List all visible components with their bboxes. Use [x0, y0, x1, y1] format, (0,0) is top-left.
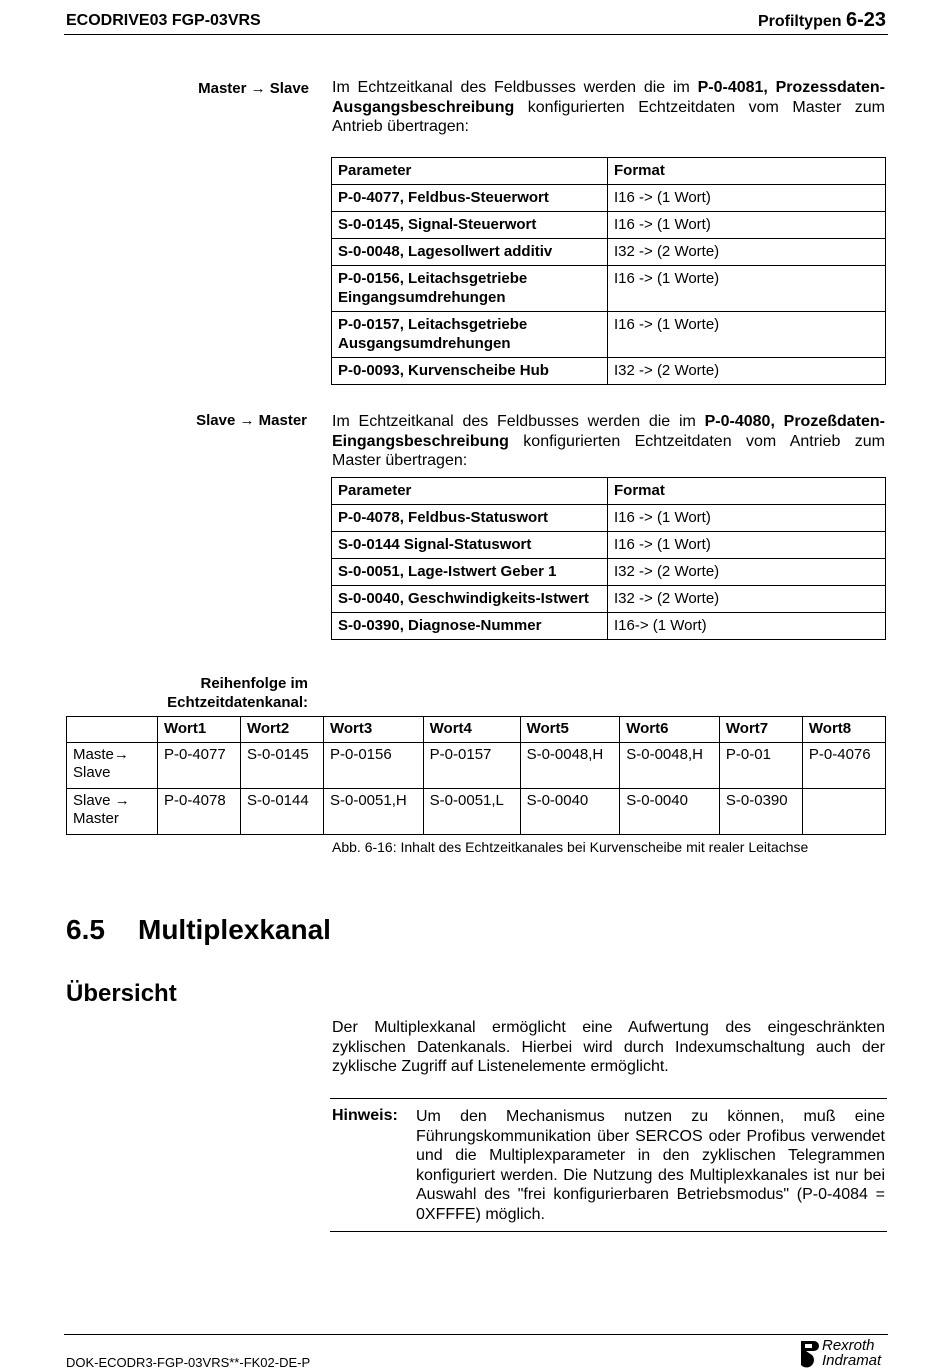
- document-title: ECODRIVE03 FGP-03VRS: [66, 12, 261, 29]
- format-cell: I16 -> (1 Wort): [608, 505, 886, 532]
- table-cell: P-0-0157: [423, 743, 520, 789]
- table-cell: S-0-0145: [241, 743, 324, 789]
- param-cell: P-0-4077, Feldbus-Steuerwort: [332, 185, 608, 212]
- table-row: [332, 312, 886, 358]
- param-cell: P-0-0156, Leitachsgetriebe Eingangsumdrehungen: [332, 266, 608, 312]
- param-cell: P-0-0157, Leitachsgetriebe Ausgangsumdrehungen: [332, 312, 608, 358]
- note-label: Hinweis:: [332, 1107, 398, 1124]
- table-row: [332, 239, 886, 266]
- format-cell: I16 -> (1 Worte): [608, 312, 886, 358]
- table-row: [332, 559, 886, 586]
- paragraph-text: Im Echtzeitkanal des Feldbusses werden die im: [332, 79, 698, 96]
- table-header-row: [67, 717, 886, 743]
- table-row: [67, 789, 886, 835]
- master-slave-label: Master → Slave: [198, 80, 309, 97]
- section-label: Profiltypen: [757, 13, 842, 30]
- table-row: [332, 266, 886, 312]
- table-header-row: [332, 478, 886, 505]
- header-cell: Wort2: [241, 717, 324, 743]
- format-cell: I32 -> (2 Worte): [608, 358, 886, 385]
- header-cell: Format: [608, 158, 886, 185]
- table-cell: S-0-0390: [719, 789, 802, 835]
- table-cell: P-0-0156: [324, 743, 424, 789]
- format-cell: I16 -> (1 Wort): [608, 532, 886, 559]
- param-cell: S-0-0144 Signal-Statuswort: [332, 532, 608, 559]
- header-cell: Wort4: [423, 717, 520, 743]
- table-cell: S-0-0144: [241, 789, 324, 835]
- table-cell: P-0-4077: [158, 743, 241, 789]
- header-cell: Wort6: [620, 717, 720, 743]
- sequence-table: [66, 716, 886, 835]
- table-row: [332, 532, 886, 559]
- header-cell: [67, 717, 158, 743]
- logo-text-indramat: Indramat: [822, 1352, 882, 1369]
- page-header-right: [758, 9, 886, 32]
- note-rule-top: [330, 1098, 887, 1099]
- table-cell: P-0-01: [719, 743, 802, 789]
- note-text: Um den Mechanismus nutzen zu können, muß eine Führungskommunikation über SERCOS oder Profibus verwendet und die Multiplexparameter in den zyklischen Telegrammen konfiguriert werden. Die Nutzung des Multiplexkanales ist nur bei Auswahl des "frei konfigurierbaren Betriebsmodus" (P-0-4084 = 0XFFFE) möglich.: [416, 1108, 885, 1223]
- header-cell: Wort7: [719, 717, 802, 743]
- table-cell: S-0-0051,H: [324, 789, 424, 835]
- header-cell: Wort3: [324, 717, 424, 743]
- table-row: [332, 212, 886, 239]
- section-number: 6.5: [66, 914, 105, 945]
- header-rule: [64, 34, 888, 35]
- param-cell: S-0-0145, Signal-Steuerwort: [332, 212, 608, 239]
- header-cell: Wort8: [802, 717, 885, 743]
- format-cell: I32 -> (2 Worte): [608, 586, 886, 613]
- param-cell: S-0-0048, Lagesollwert additiv: [332, 239, 608, 266]
- param-cell: P-0-0093, Kurvenscheibe Hub: [332, 358, 608, 385]
- table-cell: S-0-0048,H: [520, 743, 620, 789]
- format-cell: I16-> (1 Wort): [608, 613, 886, 640]
- table-row: [332, 185, 886, 212]
- paragraph-bold-text: P-0-4081, Prozessdaten-Ausgangsbeschreibung: [332, 79, 886, 116]
- slave-master-table: [331, 477, 886, 640]
- slave-master-paragraph: [332, 412, 885, 471]
- table-header-row: [332, 158, 886, 185]
- document-id: DOK-ECODR3-FGP-03VRS**-FK02-DE-P: [66, 1355, 311, 1370]
- sequence-label: [148, 674, 308, 712]
- subsection-heading: Übersicht: [66, 980, 177, 1007]
- slave-master-label: Slave → Master: [196, 412, 307, 429]
- param-cell: S-0-0390, Diagnose-Nummer: [332, 613, 608, 640]
- section-title: Multiplexkanal: [138, 914, 331, 945]
- row-label-cell: Slave → Master: [67, 789, 158, 835]
- page-number: 6-23: [845, 9, 886, 31]
- format-cell: I32 -> (2 Worte): [608, 559, 886, 586]
- master-slave-table: [331, 157, 886, 385]
- paragraph-text: konfigurierten Echtzeitdaten vom Master zum Antrieb übertragen:: [332, 98, 885, 135]
- format-cell: I16 -> (1 Wort): [608, 212, 886, 239]
- footer-rule: [64, 1334, 888, 1335]
- header-cell: Format: [608, 478, 886, 505]
- row-label-cell: Maste→ Slave: [67, 743, 158, 789]
- table-cell: S-0-0048,H: [620, 743, 720, 789]
- logo-mark-icon: [798, 1337, 820, 1369]
- table-cell: [802, 789, 885, 835]
- table-cell: P-0-4078: [158, 789, 241, 835]
- format-cell: I32 -> (2 Worte): [608, 239, 886, 266]
- paragraph-text: konfigurierten Echtzeitdaten vom Antrieb zum Master übertragen:: [332, 432, 885, 469]
- section-heading: [66, 914, 331, 946]
- figure-caption: Abb. 6-16: Inhalt des Echtzeitkanales bei Kurvenscheibe mit realer Leitachse: [332, 839, 809, 855]
- table-cell: P-0-4076: [802, 743, 885, 789]
- format-cell: I16 -> (1 Worte): [608, 266, 886, 312]
- table-cell: S-0-0040: [520, 789, 620, 835]
- company-logo: [798, 1337, 888, 1369]
- header-cell: Wort5: [520, 717, 620, 743]
- paragraph-text: Im Echtzeitkanal des Feldbusses werden die im: [332, 413, 705, 430]
- sequence-label-text: Reihenfolge im Echtzeitdatenkanal:: [167, 675, 308, 711]
- table-row: [67, 743, 886, 789]
- header-cell: Parameter: [332, 478, 608, 505]
- format-cell: I16 -> (1 Wort): [608, 185, 886, 212]
- param-cell: P-0-4078, Feldbus-Statuswort: [332, 505, 608, 532]
- header-cell: Parameter: [332, 158, 608, 185]
- overview-paragraph: Der Multiplexkanal ermöglicht eine Aufwertung des eingeschränkten zyklischen Datenkanals. Hierbei wird durch Indexumschaltung auch der zyklische Zugriff auf Listenelemente ermöglicht.: [332, 1019, 885, 1075]
- param-cell: S-0-0051, Lage-Istwert Geber 1: [332, 559, 608, 586]
- table-row: [332, 505, 886, 532]
- master-slave-paragraph: [332, 78, 885, 137]
- paragraph-bold-text: P-0-4080, Prozeßdaten-Eingangsbeschreibung: [332, 413, 885, 450]
- table-cell: S-0-0040: [620, 789, 720, 835]
- table-row: [332, 586, 886, 613]
- table-row: [332, 358, 886, 385]
- header-cell: Wort1: [158, 717, 241, 743]
- note-rule-bottom: [330, 1231, 887, 1232]
- logo-text-rexroth: Rexroth: [822, 1337, 875, 1354]
- param-cell: S-0-0040, Geschwindigkeits-Istwert: [332, 586, 608, 613]
- table-row: [332, 613, 886, 640]
- table-cell: S-0-0051,L: [423, 789, 520, 835]
